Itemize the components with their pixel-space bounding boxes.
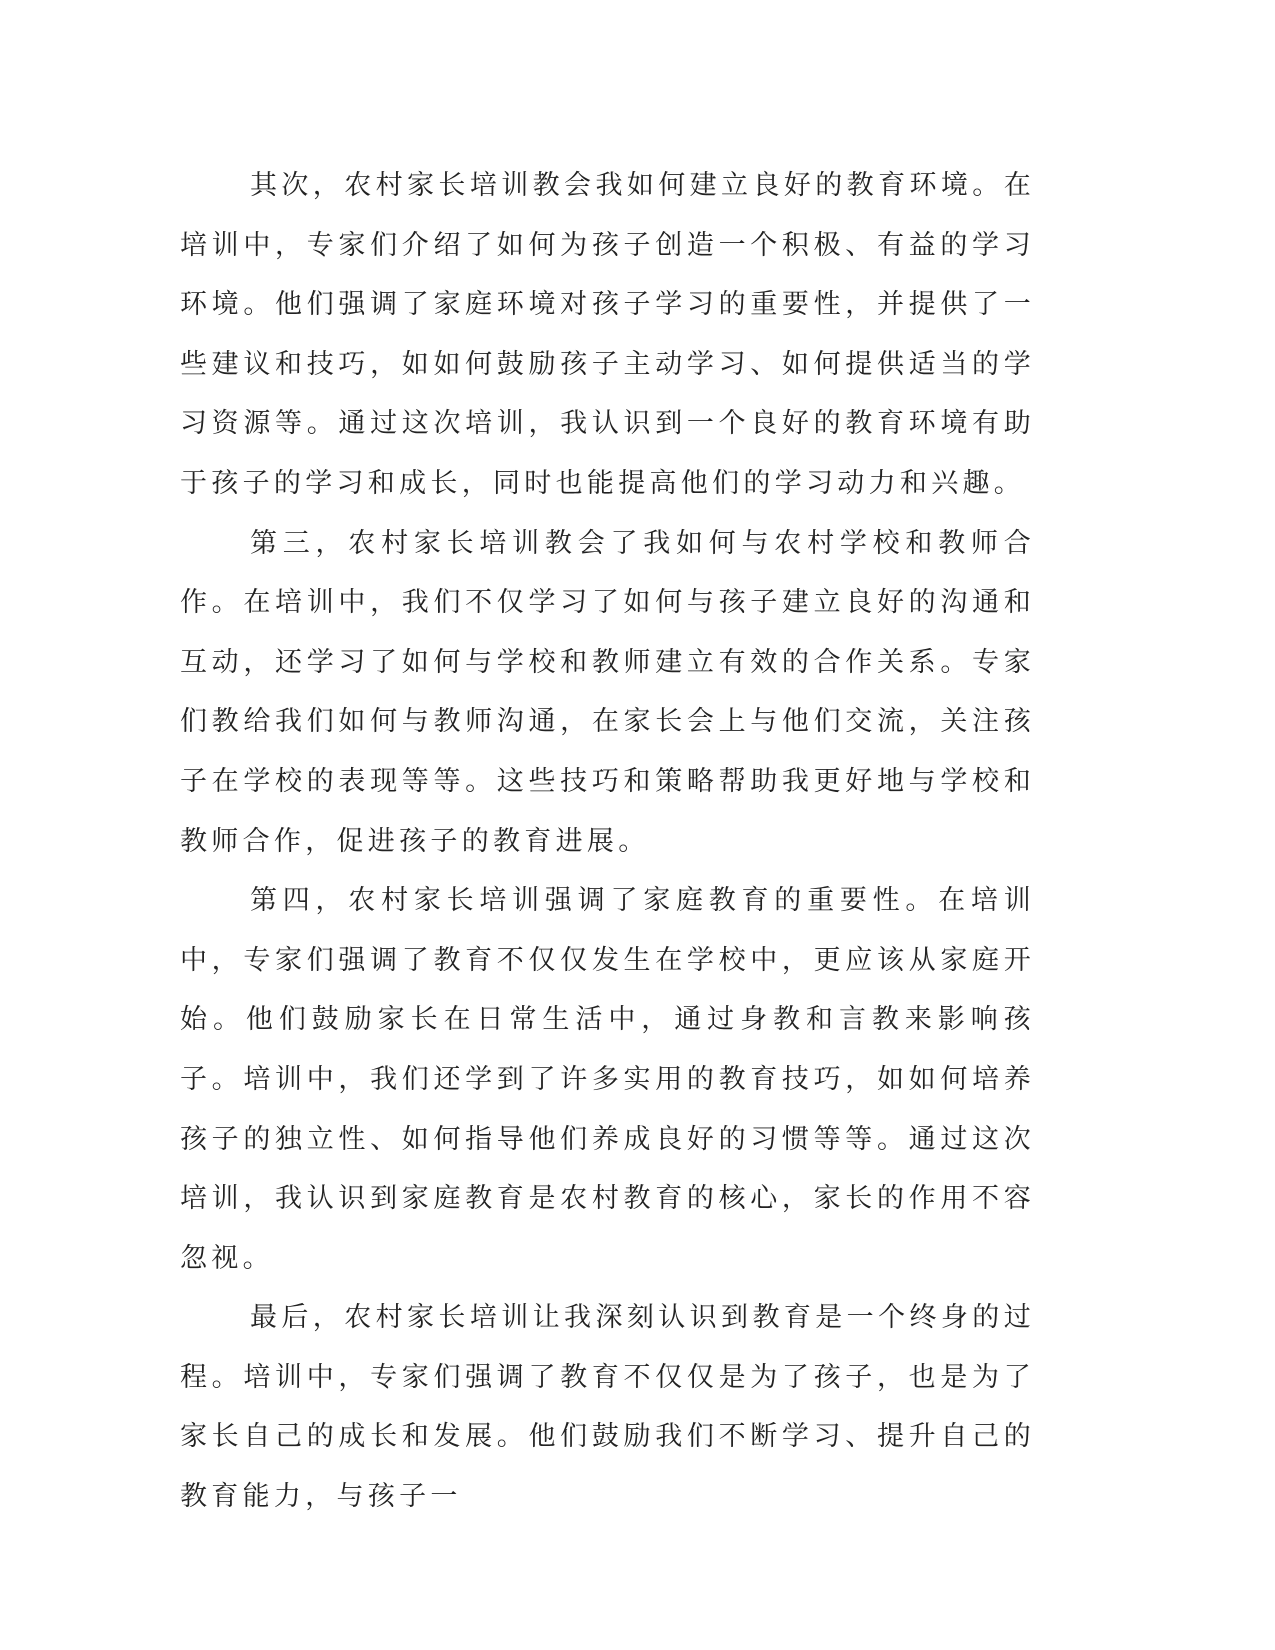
paragraph-environment: 其次，农村家长培训教会我如何建立良好的教育环境。在培训中，专家们介绍了如何为孩子创造一个积极、有益的学习环境。他们强调了家庭环境对孩子学习的重要性，并提供了一些建议和技巧，如如何鼓励孩子主动学习、如何提供适当的学习资源等。通过这次培训，我认识到一个良好的教育环境有助于孩子的学习和成长，同时也能提高他们的学习动力和兴趣。 <box>180 170 1035 499</box>
body-text <box>180 156 1035 1527</box>
paragraph-school-cooperation: 第三，农村家长培训教会了我如何与农村学校和教师合作。在培训中，我们不仅学习了如何与孩子建立良好的沟通和互动，还学习了如何与学校和教师建立有效的合作关系。专家们教给我们如何与教师沟通，在家长会上与他们交流，关注孩子在学校的表现等等。这些技巧和策略帮助我更好地与学校和教师合作，促进孩子的教育进展。 <box>180 527 1035 857</box>
paragraph-lifelong-learning: 最后，农村家长培训让我深刻认识到教育是一个终身的过程。培训中，专家们强调了教育不仅仅是为了孩子，也是为了家长自己的成长和发展。他们鼓励我们不断学习、提升自己的教育能力，与孩子一 <box>180 1302 1035 1513</box>
paragraph-family-education: 第四，农村家长培训强调了家庭教育的重要性。在培训中，专家们强调了教育不仅仅发生在学校中，更应该从家庭开始。他们鼓励家长在日常生活中，通过身教和言教来影响孩子。培训中，我们还学到了许多实用的教育技巧，如如何培养孩子的独立性、如何指导他们养成良好的习惯等等。通过这次培训，我认识到家庭教育是农村教育的核心，家长的作用不容忽视。 <box>180 885 1035 1274</box>
